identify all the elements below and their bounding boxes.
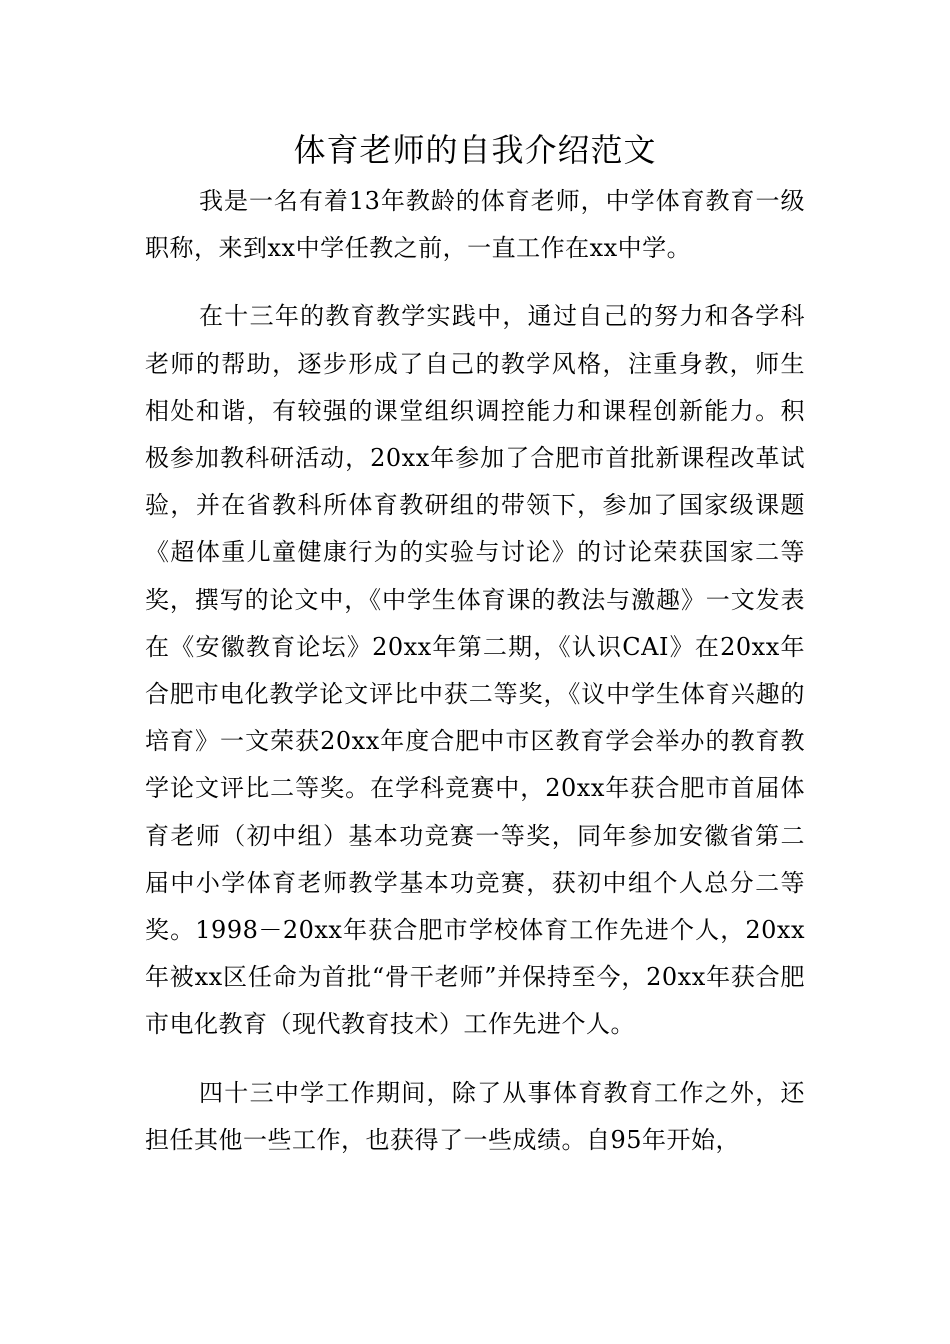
- paragraph-1: 我是一名有着13年教龄的体育老师，中学体育教育一级职称，来到xx中学任教之前，一直工作在xx中学。: [145, 187, 805, 263]
- document-title: 体育老师的自我介绍范文: [293, 131, 657, 169]
- paragraph-3: 四十三中学工作期间，除了从事体育教育工作之外，还担任其他一些工作，也获得了一些成绩。自95年开始，: [145, 1078, 805, 1154]
- document-body: [145, 178, 805, 1185]
- paragraph-2: 在十三年的教育教学实践中，通过自己的努力和各学科老师的帮助，逐步形成了自己的教学风格，注重身教，师生相处和谐，有较强的课堂组织调控能力和课程创新能力。积极参加教科研活动，20xx年参加了合肥市首批新课程改革试验，并在省教科所体育教研组的带领下，参加了国家级课题《超体重儿童健康行为的实验与讨论》的讨论荣获国家二等奖，撰写的论文中，《中学生体育课的教法与激趣》一文发表在《安徽教育论坛》20xx年第二期，《认识CAI》在20xx年合肥市电化教学论文评比中获二等奖，《议中学生体育兴趣的培育》一文荣获20xx年度合肥中市区教育学会举办的教育教学论文评比二等奖。在学科竞赛中，20xx年获合肥市首届体育老师（初中组）基本功竞赛一等奖，同年参加安徽省第二届中小学体育老师教学基本功竞赛，获初中组个人总分二等奖。1998－20xx年获合肥市学校体育工作先进个人，20xx年被xx区任命为首批“骨干老师”并保持至今，20xx年获合肥市电化教育（现代教育技术）工作先进个人。: [145, 302, 805, 1039]
